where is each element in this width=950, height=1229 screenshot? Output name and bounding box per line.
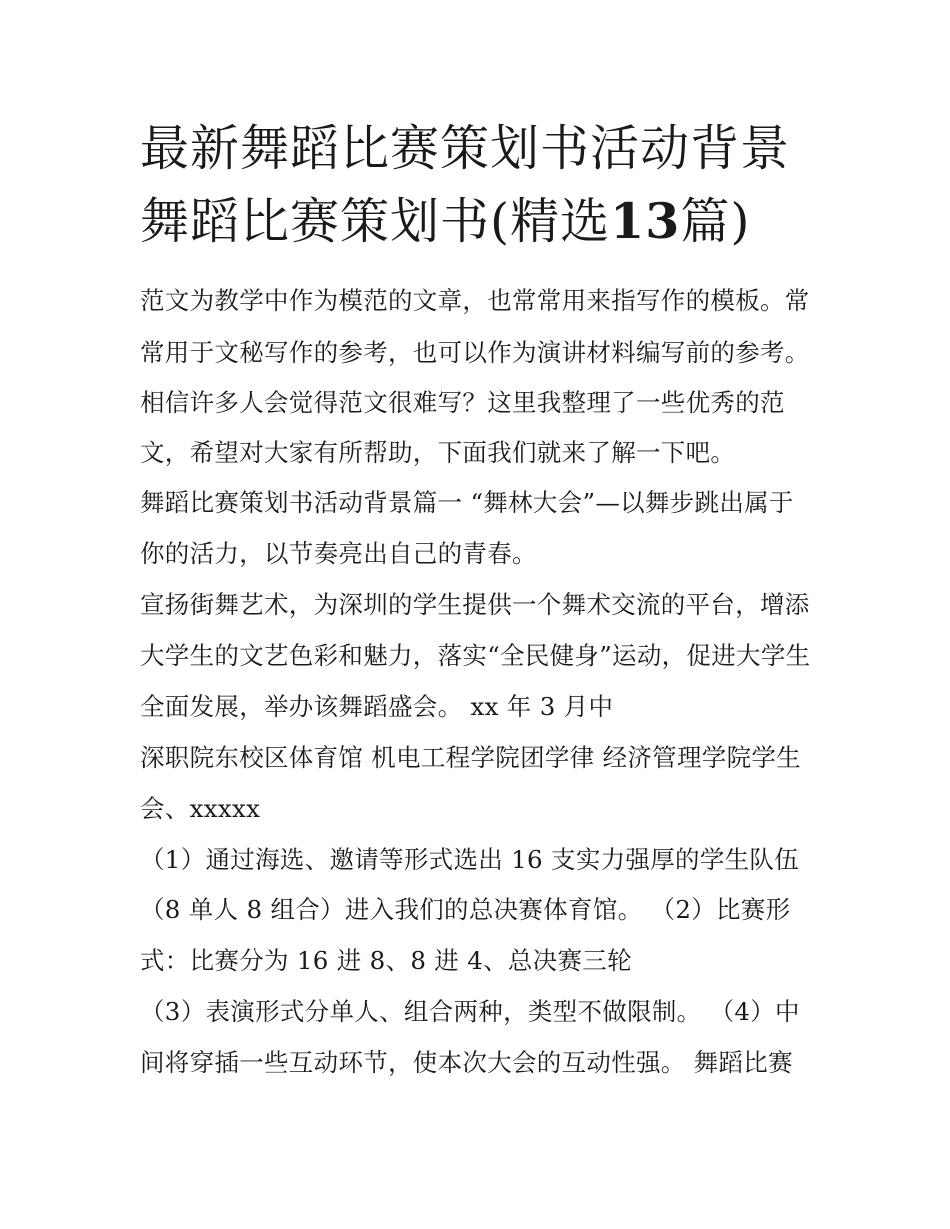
body-line: （3）表演形式分单人、组合两种，类型不做限制。 （4）中 (140, 997, 800, 1026)
body-line: （8 单人 8 组合）进入我们的总决赛体育馆。 （2）比赛形 (140, 895, 791, 924)
body-line: 全面发展，举办该舞蹈盛会。 xx 年 3 月中 (140, 692, 614, 721)
body-line: （1）通过海选、邀请等形式选出 16 支实力强厚的学生队伍 (140, 845, 800, 874)
body-line: 相信许多人会觉得范文很难写？这里我整理了一些优秀的范 (140, 388, 785, 417)
body-line: 文，希望对大家有所帮助，下面我们就来了解一下吧。 (140, 438, 736, 467)
document-title (140, 112, 830, 258)
body-line: 你的活力，以节奏亮出自己的青春。 (140, 539, 537, 568)
body-line: 常用于文秘写作的参考，也可以作为演讲材料编写前的参考。 (140, 338, 810, 367)
title-line-2-suffix: 篇) (680, 193, 751, 250)
body-line: 大学生的文艺色彩和魅力，落实“全民健身”运动，促进大学生 (140, 641, 811, 670)
body-line: 宣扬街舞艺术，为深圳的学生提供一个舞术交流的平台，增添 (140, 590, 810, 619)
title-line-2-prefix: 舞蹈比赛策划书(精选 (140, 193, 611, 250)
body-line: 式：比赛分为 16 进 8、8 进 4、总决赛三轮 (140, 946, 632, 975)
body-line: 舞蹈比赛策划书活动背景篇一 “舞林大会”—以舞步跳出属于 (140, 488, 794, 517)
title-line-1: 最新舞蹈比赛策划书活动背景 (140, 120, 791, 177)
body-line: 间将穿插一些互动环节，使本次大会的互动性强。 舞蹈比赛 (140, 1048, 793, 1077)
body-line: 深职院东校区体育馆 机电工程学院团学律 经济管理学院学生 (140, 743, 801, 772)
body-line: 会、xxxxx (140, 794, 261, 823)
body-line: 范文为教学中作为模范的文章，也常常用来指写作的模板。常 (140, 286, 810, 315)
title-line-2-number: 13 (610, 192, 681, 250)
